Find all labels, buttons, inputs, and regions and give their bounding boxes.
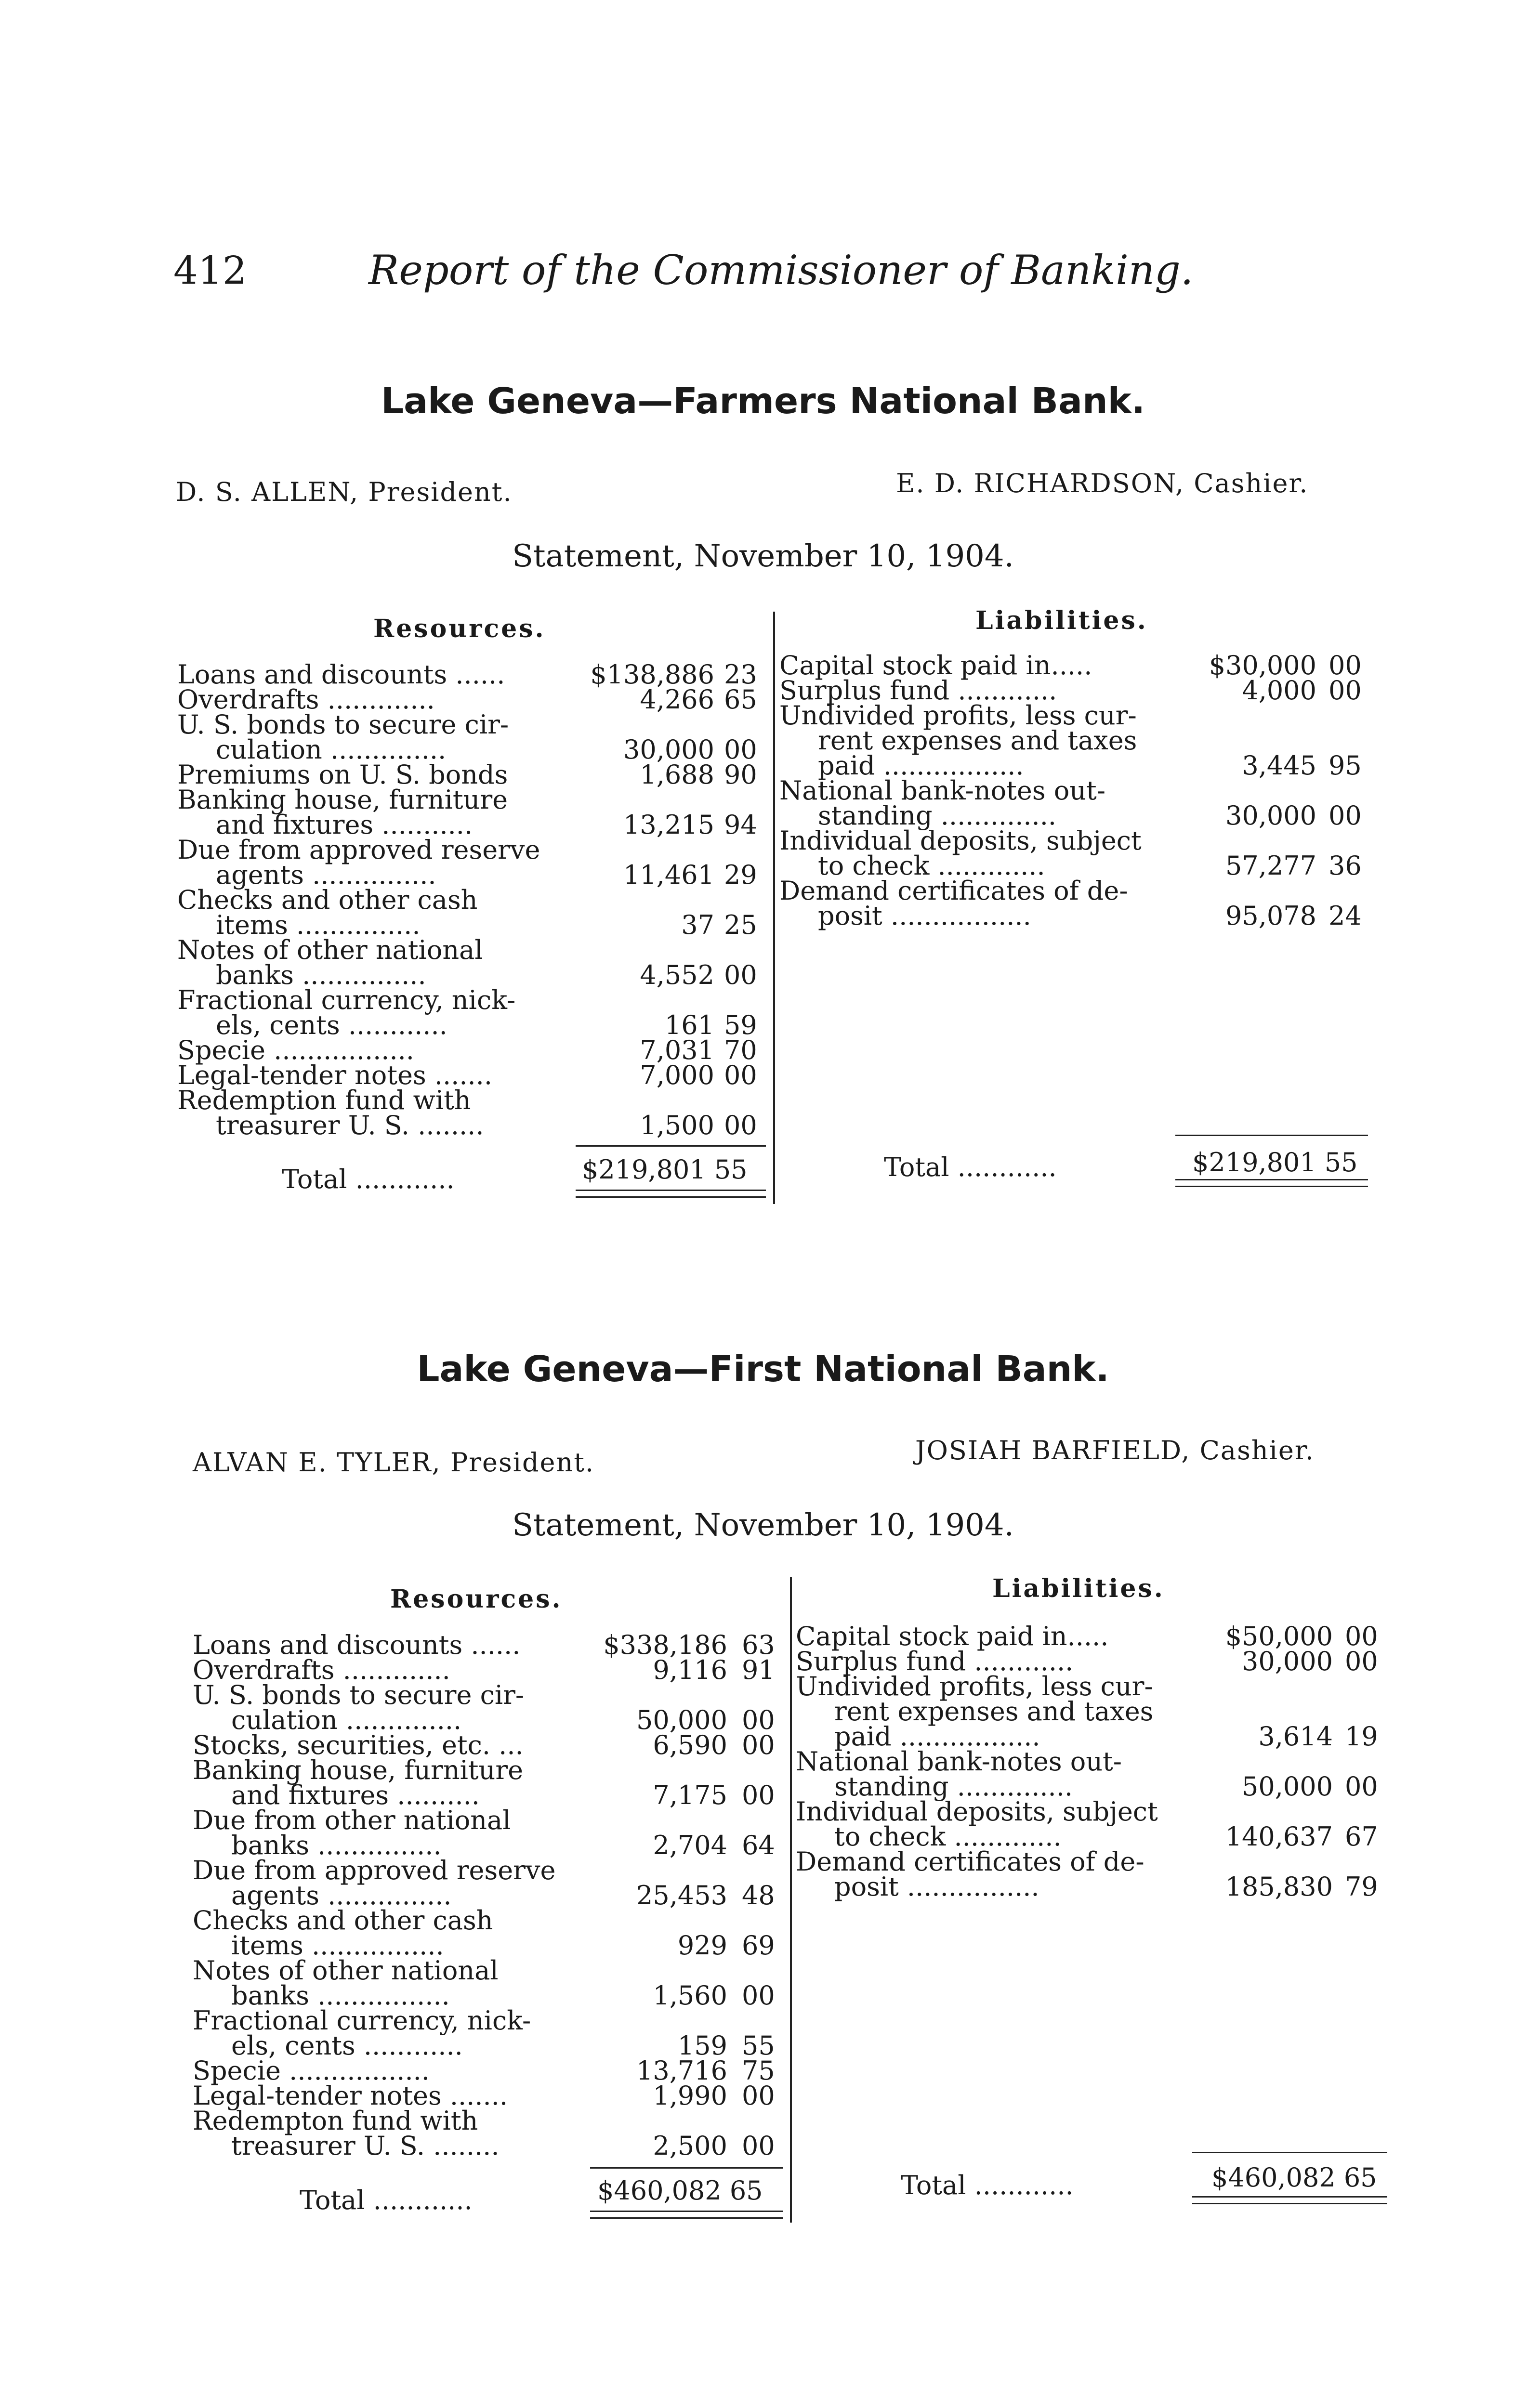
resource-row	[177, 1085, 765, 1140]
resource-row	[193, 2005, 783, 2061]
amount-cents: 91	[742, 1655, 775, 1685]
amount-dollars: 7,000	[640, 1060, 714, 1090]
amount-dollars: 4,266	[640, 684, 714, 715]
row-label: culation ..............	[231, 1705, 462, 1735]
row-label: Surplus fund ............	[779, 675, 1057, 706]
row-label: Legal-tender notes .......	[177, 1060, 493, 1090]
row-label: culation ..............	[216, 734, 447, 765]
resource-row	[177, 985, 765, 1040]
resource-row	[193, 1855, 783, 1911]
resource-row	[177, 1035, 765, 1065]
row-label: to check .............	[818, 851, 1045, 881]
cashier: JOSIAH BARFIELD, Cashier.	[915, 1435, 1315, 1466]
resource-row	[193, 1905, 783, 1961]
liability-row	[796, 1746, 1388, 1802]
amount-cents: 59	[724, 1010, 757, 1040]
bank-title: Lake Geneva—First National Bank.	[417, 1348, 1109, 1390]
row-label: standing ..............	[834, 1771, 1073, 1802]
amount-dollars: 25,453	[636, 1880, 727, 1911]
amount-cents: 19	[1345, 1721, 1378, 1752]
amount-cents: 75	[742, 2055, 775, 2086]
row-label: Demand certificates of de-	[796, 1846, 1144, 1877]
bank-title: Lake Geneva—Farmers National Bank.	[381, 380, 1145, 422]
row-label: els, cents ............	[231, 2030, 463, 2061]
amount-cents: 00	[742, 1705, 775, 1735]
amount-cents: 00	[1345, 1621, 1378, 1651]
resource-row	[177, 935, 765, 990]
amount-dollars: 50,000	[636, 1705, 727, 1735]
amount-cents: 00	[724, 1060, 757, 1090]
amount-dollars: 57,277	[1225, 851, 1316, 881]
amount-cents: 79	[1345, 1871, 1378, 1902]
resource-row	[177, 709, 765, 765]
amount-dollars: 1,688	[640, 759, 714, 790]
row-label: Undivided profits, less cur-	[779, 700, 1137, 731]
resource-row	[193, 1955, 783, 2011]
row-label: Notes of other national	[193, 1955, 499, 1986]
row-label: National bank-notes out-	[796, 1746, 1122, 1777]
row-label: Checks and other cash	[193, 1905, 493, 1936]
resource-row	[177, 1060, 765, 1090]
row-label: banks ................	[231, 1980, 450, 2011]
double-rule	[576, 1190, 766, 1191]
resource-row	[193, 1680, 783, 1735]
row-label: Redempton fund with	[193, 2106, 478, 2136]
row-label: U. S. bonds to secure cir-	[177, 709, 509, 740]
amount-cents: 69	[742, 1930, 775, 1961]
row-label: U. S. bonds to secure cir-	[193, 1680, 525, 1710]
row-label: posit .................	[818, 901, 1031, 931]
double-rule	[590, 2211, 783, 2212]
running-title: Report of the Commissioner of Banking.	[368, 247, 1194, 294]
amount-dollars: 185,830	[1225, 1871, 1333, 1902]
row-label: treasurer U. S. ........	[216, 1110, 484, 1140]
amount-cents: 00	[724, 1110, 757, 1140]
amount-cents: 00	[742, 2131, 775, 2161]
resource-row	[193, 1655, 783, 1685]
double-rule	[1192, 2196, 1387, 2198]
statement-date: Statement, November 10, 1904.	[512, 1507, 1014, 1543]
row-label: items ................	[231, 1930, 444, 1961]
row-label: Individual deposits, subject	[779, 825, 1142, 856]
resource-row	[193, 1805, 783, 1860]
amount-dollars: 3,445	[1242, 750, 1316, 781]
total-label: Total ............	[884, 1152, 1057, 1182]
resource-row	[193, 2081, 783, 2111]
resource-row	[177, 659, 765, 690]
column-divider	[773, 612, 775, 1204]
row-label: Specie .................	[193, 2055, 430, 2086]
resource-row	[177, 787, 765, 838]
row-label: treasurer U. S. ........	[231, 2131, 500, 2161]
amount-dollars: 1,560	[653, 1980, 727, 2011]
amount-dollars: 30,000	[1242, 1646, 1333, 1676]
row-label: Specie .................	[177, 1035, 414, 1065]
liability-row	[779, 700, 1372, 781]
amount-dollars: 95,078	[1225, 901, 1316, 931]
row-label: standing ..............	[818, 800, 1057, 831]
president: D. S. ALLEN, President.	[176, 477, 513, 507]
amount-dollars: 13,716	[636, 2055, 727, 2086]
amount-cents: 64	[742, 1830, 775, 1860]
amount-dollars: 37	[681, 910, 714, 940]
amount-dollars: 13,215	[623, 810, 714, 840]
row-label: paid .................	[834, 1721, 1040, 1752]
amount-cents: 00	[742, 1980, 775, 2011]
row-label: rent expenses and taxes	[834, 1696, 1154, 1727]
row-label: Demand certificates of de-	[779, 876, 1128, 906]
amount-dollars: $338,186	[603, 1630, 727, 1660]
amount-cents: 00	[742, 1780, 775, 1810]
row-label: Fractional currency, nick-	[193, 2005, 531, 2036]
amount-cents: 48	[742, 1880, 775, 1911]
double-rule	[1175, 1179, 1368, 1180]
liability-row	[796, 1846, 1388, 1902]
row-label: Loans and discounts ......	[177, 659, 505, 690]
amount-cents: 90	[724, 759, 757, 790]
row-label: Notes of other national	[177, 935, 483, 965]
liability-row	[796, 1796, 1388, 1852]
total-liabilities: $219,801 55	[1192, 1147, 1358, 1178]
amount-dollars: 4,000	[1242, 675, 1316, 706]
amount-dollars: $50,000	[1225, 1621, 1333, 1651]
liability-row	[779, 775, 1372, 831]
liabilities-heading: Liabilities.	[975, 606, 1148, 635]
amount-dollars: 9,116	[653, 1655, 727, 1685]
amount-dollars: 3,614	[1258, 1721, 1333, 1752]
amount-dollars: 6,590	[653, 1730, 727, 1760]
row-label: agents ...............	[216, 860, 436, 890]
amount-dollars: 7,031	[640, 1035, 714, 1065]
total-rule	[590, 2167, 783, 2169]
row-label: Overdrafts .............	[177, 684, 435, 715]
amount-dollars: 30,000	[1225, 800, 1316, 831]
amount-dollars: 929	[677, 1930, 727, 1961]
amount-cents: 36	[1329, 851, 1362, 881]
total-resources: $460,082 65	[597, 2175, 763, 2206]
row-label: Due from other national	[193, 1805, 511, 1835]
liabilities-ledger	[779, 650, 1372, 942]
amount-cents: 00	[742, 2081, 775, 2111]
column-divider	[790, 1577, 792, 2223]
row-label: els, cents ............	[216, 1010, 447, 1040]
president: ALVAN E. TYLER, President.	[193, 1447, 595, 1478]
total-label: Total ............	[282, 1164, 455, 1194]
amount-dollars: 7,175	[653, 1780, 727, 1810]
row-label: and fixtures ..........	[231, 1780, 480, 1810]
row-label: Redemption fund with	[177, 1085, 471, 1115]
amount-cents: 00	[724, 960, 757, 990]
row-label: Undivided profits, less cur-	[796, 1671, 1153, 1701]
row-label: Individual deposits, subject	[796, 1796, 1158, 1827]
row-label: Premiums on U. S. bonds	[177, 759, 508, 790]
statement-date: Statement, November 10, 1904.	[512, 538, 1014, 574]
row-label: agents ...............	[231, 1880, 452, 1911]
amount-dollars: 1,500	[640, 1110, 714, 1140]
amount-cents: 70	[724, 1035, 757, 1065]
amount-dollars: 11,461	[623, 860, 714, 890]
row-label: Due from approved reserve	[193, 1855, 556, 1885]
amount-cents: 00	[1329, 675, 1362, 706]
amount-cents: 63	[742, 1630, 775, 1660]
double-rule	[590, 2217, 783, 2219]
amount-cents: 29	[724, 860, 757, 890]
row-label: items ...............	[216, 910, 421, 940]
amount-cents: 67	[1345, 1821, 1378, 1852]
resources-heading: Resources.	[373, 614, 546, 643]
amount-cents: 00	[1329, 650, 1362, 681]
total-label: Total ............	[901, 2170, 1074, 2200]
total-rule	[1192, 2152, 1387, 2153]
row-label: rent expenses and taxes	[818, 725, 1137, 756]
row-label: Banking house, furniture	[177, 785, 508, 815]
resources-ledger	[193, 1630, 783, 2162]
total-rule	[576, 1145, 766, 1147]
amount-dollars: 50,000	[1242, 1771, 1333, 1802]
row-label: Overdrafts .............	[193, 1655, 450, 1685]
amount-dollars: 159	[677, 2030, 727, 2061]
row-label: posit ................	[834, 1871, 1039, 1902]
liability-row	[779, 650, 1372, 681]
row-label: Loans and discounts ......	[193, 1630, 521, 1660]
amount-cents: 24	[1329, 901, 1362, 931]
amount-cents: 65	[724, 684, 757, 715]
amount-cents: 55	[742, 2030, 775, 2061]
row-label: Fractional currency, nick-	[177, 985, 516, 1015]
row-label: Checks and other cash	[177, 885, 478, 915]
row-label: banks ...............	[231, 1830, 442, 1860]
resource-row	[193, 1730, 783, 1760]
liability-row	[779, 878, 1372, 929]
liability-row	[796, 1621, 1388, 1651]
row-label: and fixtures ...........	[216, 810, 473, 840]
total-rule	[1175, 1135, 1368, 1136]
resources-heading: Resources.	[390, 1584, 563, 1614]
resource-row	[193, 2108, 783, 2159]
row-label: Capital stock paid in.....	[796, 1621, 1109, 1651]
liabilities-ledger	[796, 1621, 1388, 1913]
liability-row	[779, 825, 1372, 881]
liabilities-heading: Liabilities.	[992, 1574, 1165, 1603]
amount-cents: 23	[724, 659, 757, 690]
amount-cents: 00	[1329, 800, 1362, 831]
total-liabilities: $460,082 65	[1211, 2162, 1377, 2193]
amount-cents: 94	[724, 810, 757, 840]
amount-cents: 00	[1345, 1771, 1378, 1802]
amount-cents: 00	[742, 1730, 775, 1760]
total-label: Total ............	[300, 2185, 473, 2215]
row-label: Due from approved reserve	[177, 835, 540, 865]
row-label: paid .................	[818, 750, 1024, 781]
resource-row	[193, 2055, 783, 2086]
resource-row	[177, 759, 765, 790]
resource-row	[193, 1630, 783, 1660]
amount-dollars: $138,886	[590, 659, 714, 690]
resources-ledger	[177, 659, 765, 1168]
double-rule	[1175, 1186, 1368, 1187]
double-rule	[576, 1196, 766, 1198]
row-label: Stocks, securities, etc. ...	[193, 1730, 524, 1760]
liability-row	[796, 1646, 1388, 1676]
amount-dollars: 1,990	[653, 2081, 727, 2111]
cashier: E. D. RICHARDSON, Cashier.	[896, 468, 1309, 498]
row-label: to check .............	[834, 1821, 1062, 1852]
resource-row	[177, 684, 765, 715]
resource-row	[177, 885, 765, 940]
row-label: National bank-notes out-	[779, 775, 1105, 806]
amount-cents: 00	[1345, 1646, 1378, 1676]
amount-dollars: 30,000	[623, 734, 714, 765]
total-resources: $219,801 55	[582, 1154, 748, 1185]
amount-dollars: 2,500	[653, 2131, 727, 2161]
double-rule	[1192, 2203, 1387, 2204]
resource-row	[193, 1755, 783, 1810]
row-label: banks ...............	[216, 960, 426, 990]
amount-dollars: 161	[664, 1010, 714, 1040]
liability-row	[779, 675, 1372, 706]
amount-cents: 25	[724, 910, 757, 940]
amount-dollars: 140,637	[1225, 1821, 1333, 1852]
amount-dollars: 4,552	[640, 960, 714, 990]
row-label: Banking house, furniture	[193, 1755, 524, 1785]
row-label: Surplus fund ............	[796, 1646, 1074, 1676]
page-number: 412	[173, 248, 247, 293]
resource-row	[177, 835, 765, 890]
row-label: Capital stock paid in.....	[779, 650, 1092, 681]
amount-cents: 00	[724, 734, 757, 765]
row-label: Legal-tender notes .......	[193, 2081, 508, 2111]
amount-dollars: 2,704	[653, 1830, 727, 1860]
liability-row	[796, 1671, 1388, 1752]
amount-cents: 95	[1329, 750, 1362, 781]
amount-dollars: $30,000	[1209, 650, 1316, 681]
